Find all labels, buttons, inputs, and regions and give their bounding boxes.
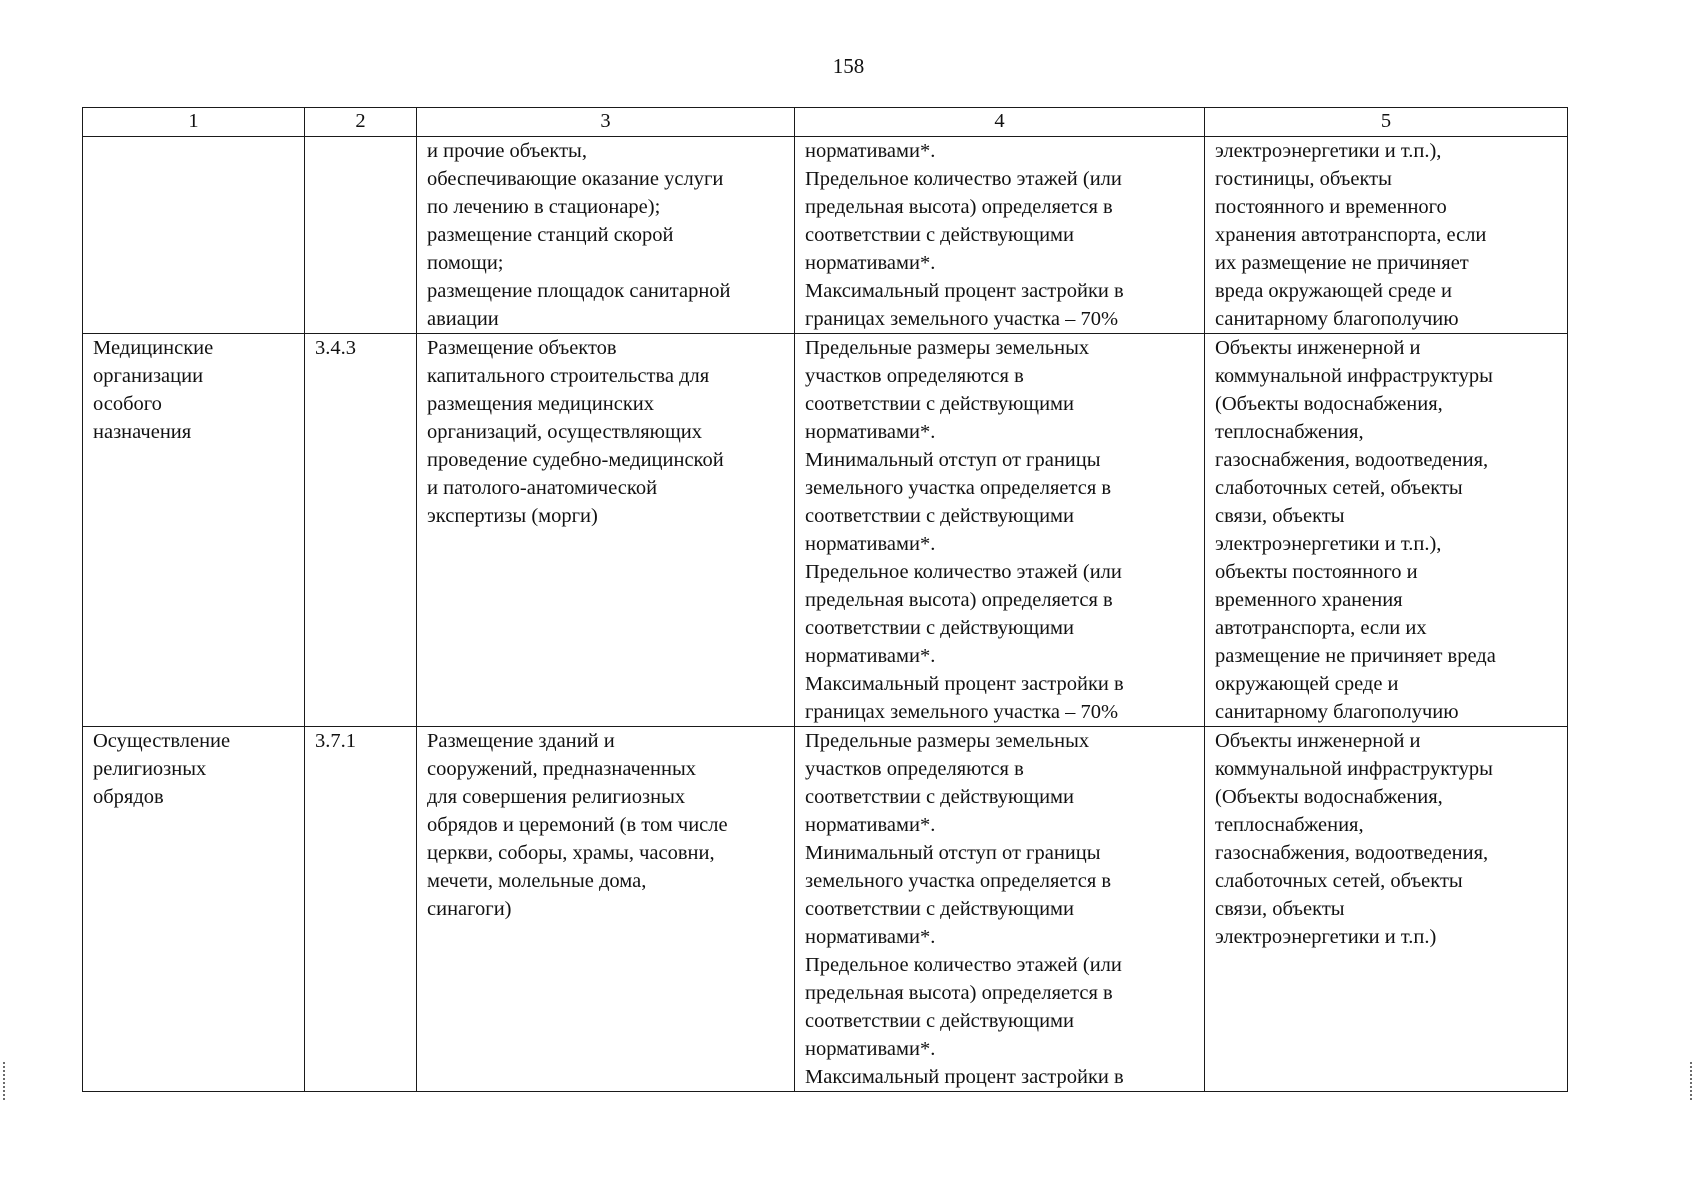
use-name-cell (83, 137, 305, 334)
header-cell-3: 3 (417, 108, 795, 137)
use-code-cell: 3.7.1 (305, 727, 417, 1092)
scan-edge-mark (1690, 1062, 1694, 1100)
parameters-cell: Предельные размеры земельных участков определяются в соответствии с действующими нормативами*. Минимальный отступ от границы земельного участка определяется в соответствии с действующими нормативами*. Предельное количество этажей (или предельная высота) определяется в соответствии с действующими нормативами*. Максимальный процент застройки в (795, 727, 1205, 1092)
auxiliary-uses-cell: Объекты инженерной и коммунальной инфраструктуры (Объекты водоснабжения, теплоснабжения, газоснабжения, водоотведения, слаботочных сетей, объекты связи, объекты электроэнергетики и т.п.) (1205, 727, 1568, 1092)
table-body (83, 137, 1568, 1092)
use-description-cell: Размещение зданий и сооружений, предназначенных для совершения религиозных обрядов и церемоний (в том числе церкви, соборы, храмы, часовни, мечети, молельные дома, синагоги) (417, 727, 795, 1092)
use-name-cell: Медицинские организации особого назначения (83, 334, 305, 727)
header-cell-1: 1 (83, 108, 305, 137)
parameters-cell: Предельные размеры земельных участков определяются в соответствии с действующими нормативами*. Минимальный отступ от границы земельного участка определяется в соответствии с действующими нормативами*. Предельное количество этажей (или предельная высота) определяется в соответствии с действующими нормативами*. Максимальный процент застройки в границах земельного участка – 70% (795, 334, 1205, 727)
auxiliary-uses-cell: Объекты инженерной и коммунальной инфраструктуры (Объекты водоснабжения, теплоснабжения, газоснабжения, водоотведения, слаботочных сетей, объекты связи, объекты электроэнергетики и т.п.), объекты постоянного и временного хранения автотранспорта, если их размещение не причиняет вреда окружающей среде и санитарному благополучию (1205, 334, 1568, 727)
header-cell-5: 5 (1205, 108, 1568, 137)
zoning-table (82, 107, 1568, 1092)
use-description-cell: Размещение объектов капитального строительства для размещения медицинских организаций, осуществляющих проведение судебно-медицинской и патолого-анатомической экспертизы (морги) (417, 334, 795, 727)
auxiliary-uses-cell: электроэнергетики и т.п.), гостиницы, объекты постоянного и временного хранения автотранспорта, если их размещение не причиняет вреда окружающей среде и санитарному благополучию (1205, 137, 1568, 334)
use-code-cell (305, 137, 417, 334)
page-number: 158 (832, 54, 865, 78)
table-row (83, 137, 1568, 334)
parameters-cell: нормативами*. Предельное количество этажей (или предельная высота) определяется в соответствии с действующими нормативами*. Максимальный процент застройки в границах земельного участка – 70% (795, 137, 1205, 334)
table-row (83, 727, 1568, 1092)
header-cell-4: 4 (795, 108, 1205, 137)
scan-edge-mark (3, 1062, 7, 1100)
table-header (83, 108, 1568, 137)
use-description-cell: и прочие объекты, обеспечивающие оказание услуги по лечению в стационаре); размещение станций скорой помощи; размещение площадок санитарной авиации (417, 137, 795, 334)
table-row (83, 334, 1568, 727)
header-row (83, 108, 1568, 137)
use-name-cell: Осуществление религиозных обрядов (83, 727, 305, 1092)
header-cell-2: 2 (305, 108, 417, 137)
use-code-cell: 3.4.3 (305, 334, 417, 727)
